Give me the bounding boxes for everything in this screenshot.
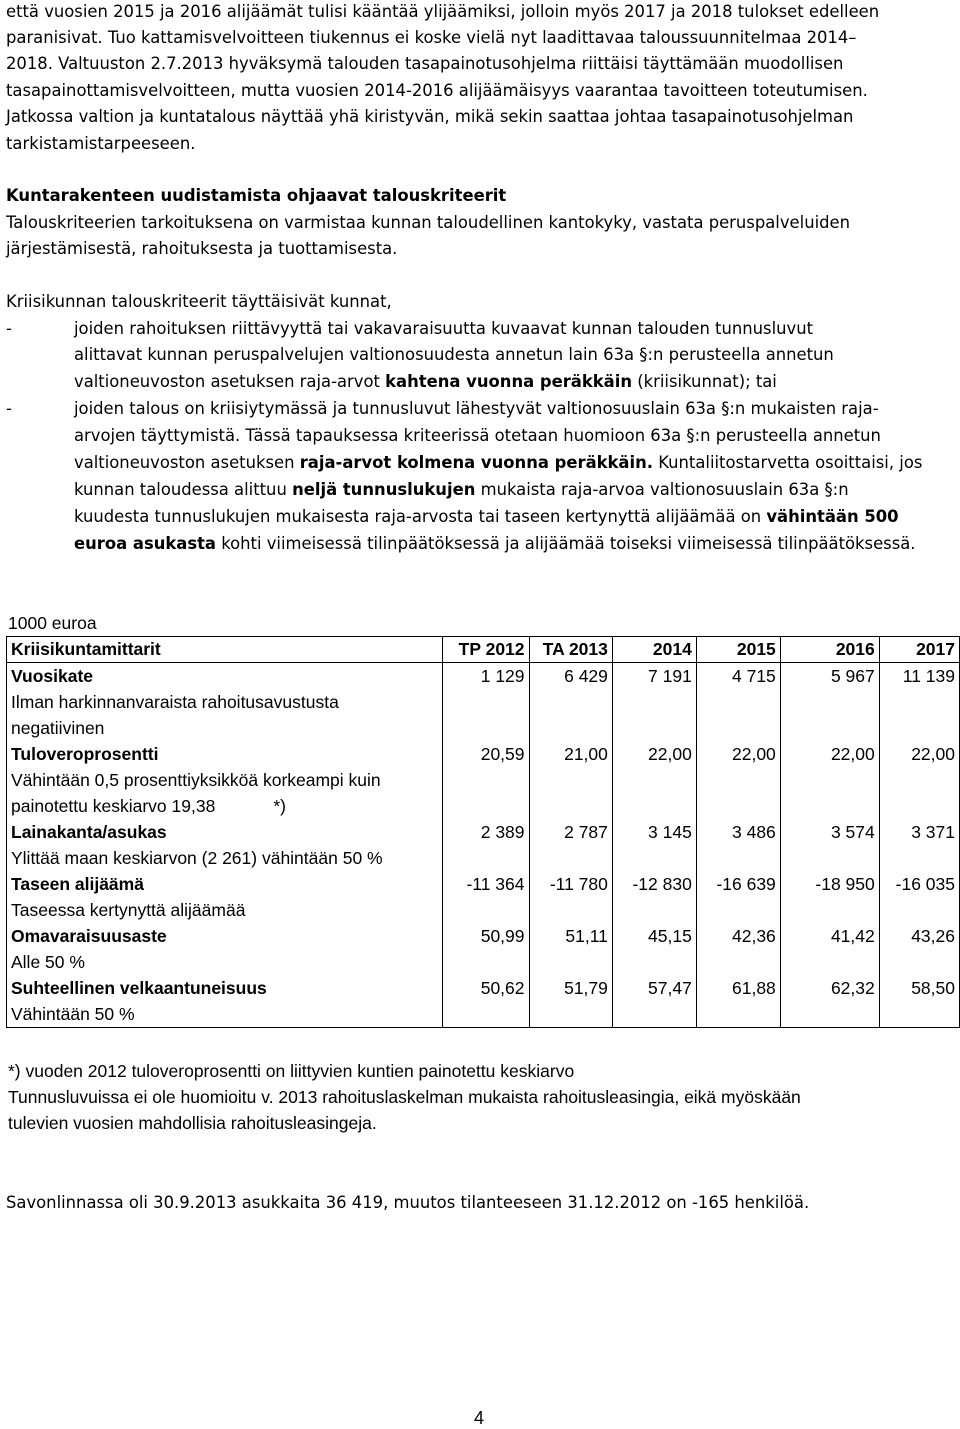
table-cell: 3 145 [612, 819, 696, 845]
text-span: (kriisikunnat); tai [632, 372, 777, 391]
table-cell: 50,62 [443, 975, 529, 1001]
table-cell [443, 897, 529, 923]
table-cell: 22,00 [612, 741, 696, 767]
text-line: paranisivat. Tuo kattamisvelvoitteen tiukennus ei koske vielä nyt laadittavaa taloussuunnitelmaa 2014– [6, 28, 857, 47]
table-cell [612, 689, 696, 715]
table-cell: 2 787 [529, 819, 612, 845]
table-cell: 51,11 [529, 923, 612, 949]
column-header: TP 2012 [443, 637, 529, 663]
text-line: järjestämisestä, rahoituksesta ja tuottamisesta. [6, 239, 398, 258]
table-cell: 22,00 [879, 741, 959, 767]
table-row [7, 715, 960, 741]
table-cell [612, 1001, 696, 1028]
bold-span: raja-arvot kolmena vuonna peräkkäin. [299, 453, 653, 472]
text-span: valtioneuvoston asetuksen [74, 453, 300, 472]
table-cell: 61,88 [696, 975, 780, 1001]
table-cell [696, 767, 780, 793]
table-cell: 58,50 [879, 975, 959, 1001]
table-cell [443, 767, 529, 793]
population-note: Savonlinnassa oli 30.9.2013 asukkaita 36 419, muutos tilanteeseen 31.12.2012 on -165 henkilöä. [6, 1193, 810, 1212]
text-span: valtioneuvoston asetuksen raja-arvot [74, 372, 386, 391]
table-cell [443, 793, 529, 819]
table-cell: 41,42 [780, 923, 879, 949]
table-row [7, 793, 960, 819]
text-line [74, 369, 956, 396]
row-label-text: Suhteellinen velkaantuneisuus [11, 977, 267, 998]
table-cell [529, 897, 612, 923]
text-line [74, 477, 956, 504]
table-row [7, 767, 960, 793]
bold-span: kahtena vuonna peräkkäin [385, 372, 633, 391]
bullet-dash: - [6, 319, 12, 338]
table-cell: 21,00 [529, 741, 612, 767]
row-label [7, 1001, 443, 1028]
text-span: kohti viimeisessä tilinpäätöksessä ja alijäämää toiseksi viimeisessä tilinpäätöksessä. [216, 534, 916, 553]
row-label-text: Vuosikate [11, 665, 94, 686]
table-cell: 62,32 [780, 975, 879, 1001]
table-cell: 11 139 [879, 663, 959, 690]
text-line: Talouskriteerien tarkoituksena on varmistaa kunnan taloudellinen kantokyky, vastata peruspalveluiden [6, 213, 851, 232]
text-line [74, 531, 956, 558]
text-line [74, 450, 956, 477]
row-label [7, 819, 443, 845]
row-label-text: negatiivinen [11, 717, 105, 738]
table-cell: 3 486 [696, 819, 780, 845]
row-label [7, 689, 443, 715]
table-cell [780, 1001, 879, 1028]
table-cell [696, 949, 780, 975]
table-row [7, 845, 960, 871]
text-span: Kuntaliitostarvetta osoittaisi, jos [653, 453, 923, 472]
row-label [7, 793, 443, 819]
text-line: Jatkossa valtion ja kuntatalous näyttää yhä kiristyvän, mikä sekin saattaa johtaa tasapainotusohjelman [6, 107, 854, 126]
text-span: mukaista raja-arvoa valtionosuuslain 63a §:n [475, 480, 849, 499]
criteria-lead: Kriisikunnan talouskriteerit täyttäisivät kunnat, [6, 292, 392, 311]
text-span: kunnan taloudessa alittuu [74, 480, 293, 499]
table-cell: 1 129 [443, 663, 529, 690]
table-cell [529, 715, 612, 741]
table-cell: 5 967 [780, 663, 879, 690]
text-line: joiden talous on kriisiytymässä ja tunnusluvut lähestyvät valtionosuuslain 63a §:n mukaisten raja- [74, 399, 879, 418]
table-cell: 42,36 [696, 923, 780, 949]
row-label-text: Omavaraisuusaste [11, 925, 167, 946]
footnote-marker: *) [273, 795, 286, 816]
row-label [7, 897, 443, 923]
table-row [7, 1001, 960, 1028]
table-cell: 51,79 [529, 975, 612, 1001]
row-label [7, 923, 443, 949]
table-cell: 45,15 [612, 923, 696, 949]
table-cell [879, 689, 959, 715]
table-row [7, 689, 960, 715]
table-cell [612, 845, 696, 871]
page-number: 4 [474, 1408, 485, 1428]
text-line: 2018. Valtuuston 2.7.2013 hyväksymä talouden tasapainotusohjelma riittäisi täyttämään muodollisen [6, 54, 844, 73]
text-span: kuudesta tunnuslukujen mukaisesta raja-arvosta tai taseen kertynyttä alijäämää on [74, 507, 767, 526]
table-cell: 50,99 [443, 923, 529, 949]
table-cell [696, 793, 780, 819]
table-cell: -11 364 [443, 871, 529, 897]
bold-span: neljä tunnuslukujen [292, 480, 476, 499]
table-cell [612, 793, 696, 819]
row-label-text: Alle 50 % [11, 951, 85, 972]
row-label [7, 715, 443, 741]
table-cell: -18 950 [780, 871, 879, 897]
column-header: 2014 [612, 637, 696, 663]
row-label-text: Ylittää maan keskiarvon (2 261) vähintään 50 % [11, 847, 383, 868]
bold-span: euroa asukasta [74, 534, 216, 553]
table-row [7, 949, 960, 975]
table-row [7, 871, 960, 897]
row-label-text: Ilman harkinnanvaraista rahoitusavustusta [11, 691, 339, 712]
table-cell [696, 715, 780, 741]
table-cell [696, 845, 780, 871]
text-line: arvojen täyttymistä. Tässä tapauksessa kriteerissä otetaan huomioon 63a §:n perusteella annetun [74, 426, 881, 445]
table-cell [879, 767, 959, 793]
table-cell [879, 845, 959, 871]
table-cell [780, 949, 879, 975]
text-line: joiden rahoituksen riittävyyttä tai vakavaraisuutta kuvaavat kunnan talouden tunnusluvut [74, 319, 814, 338]
table-cell: -16 035 [879, 871, 959, 897]
text-line: tasapainottamisvelvoitteen, mutta vuosien 2014-2016 alijäämäisyys vaarantaa tavoitteen toteutumisen. [6, 81, 868, 100]
table-cell: 22,00 [780, 741, 879, 767]
table-cell [529, 793, 612, 819]
table-cell [780, 793, 879, 819]
table-cell [879, 897, 959, 923]
table-cell [780, 845, 879, 871]
table-cell [443, 1001, 529, 1028]
footnote: *) vuoden 2012 tuloveroprosentti on liittyvien kuntien painotettu keskiarvo [8, 1061, 575, 1081]
table-cell [612, 949, 696, 975]
table-cell [612, 715, 696, 741]
table-row [7, 923, 960, 949]
table-cell: 4 715 [696, 663, 780, 690]
row-label-text: Taseessa kertynyttä alijäämää [11, 899, 246, 920]
row-label [7, 663, 443, 690]
table-cell [612, 767, 696, 793]
note-line: tulevien vuosien mahdollisia rahoitusleasingeja. [8, 1113, 377, 1133]
table-cell: -11 780 [529, 871, 612, 897]
table-cell [780, 689, 879, 715]
row-label [7, 767, 443, 793]
column-header: 2015 [696, 637, 780, 663]
row-label-text: Vähintään 0,5 prosenttiyksikköä korkeampi kuin [11, 769, 381, 790]
table-cell: -16 639 [696, 871, 780, 897]
row-label [7, 871, 443, 897]
table-cell: 20,59 [443, 741, 529, 767]
row-label [7, 741, 443, 767]
row-label-text: Vähintään 50 % [11, 1003, 135, 1024]
table-cell: 22,00 [696, 741, 780, 767]
row-label-text: Lainakanta/asukas [11, 821, 167, 842]
text-line: että vuosien 2015 ja 2016 alijäämät tulisi kääntää ylijäämiksi, jolloin myös 2017 ja 2018 tulokset edelleen [6, 2, 880, 21]
table-cell [443, 715, 529, 741]
table-cell: -12 830 [612, 871, 696, 897]
row-label [7, 975, 443, 1001]
table-cell [696, 689, 780, 715]
table-cell [529, 949, 612, 975]
table-unit: 1000 euroa [8, 613, 97, 633]
table-row [7, 819, 960, 845]
table-row [7, 663, 960, 690]
row-label [7, 949, 443, 975]
table-cell: 6 429 [529, 663, 612, 690]
table-row [7, 975, 960, 1001]
bold-span: vähintään 500 [766, 507, 899, 526]
table-cell [529, 845, 612, 871]
table-cell: 2 389 [443, 819, 529, 845]
table-row [7, 741, 960, 767]
text-line: alittavat kunnan peruspalvelujen valtionosuudesta annetun lain 63a §:n perusteella annetun [74, 345, 834, 364]
table-cell: 3 371 [879, 819, 959, 845]
table-cell [529, 767, 612, 793]
table-cell [443, 845, 529, 871]
table-cell [879, 949, 959, 975]
table-cell: 57,47 [612, 975, 696, 1001]
table-cell [529, 1001, 612, 1028]
column-header: 2016 [780, 637, 879, 663]
row-label [7, 845, 443, 871]
kriisikunta-table [6, 636, 960, 1028]
table-cell: 7 191 [612, 663, 696, 690]
table-cell [780, 715, 879, 741]
table-cell [696, 1001, 780, 1028]
table-cell: 3 574 [780, 819, 879, 845]
table-cell [780, 897, 879, 923]
table-cell [879, 1001, 959, 1028]
text-line [74, 504, 956, 531]
table-cell [443, 689, 529, 715]
bullet-dash: - [6, 399, 12, 418]
row-label-text: Taseen alijäämä [11, 873, 144, 894]
table-cell [612, 897, 696, 923]
table-cell [879, 715, 959, 741]
table-header-row [7, 637, 960, 663]
row-label-text: painotettu keskiarvo 19,38 [11, 795, 216, 816]
table-cell [879, 793, 959, 819]
row-label-text: Tuloveroprosentti [11, 743, 159, 764]
text-line: tarkistamistarpeeseen. [6, 134, 196, 153]
table-cell [529, 689, 612, 715]
table-row [7, 897, 960, 923]
column-header: TA 2013 [529, 637, 612, 663]
table-cell: 43,26 [879, 923, 959, 949]
column-header: Kriisikuntamittarit [7, 637, 443, 663]
section-heading: Kuntarakenteen uudistamista ohjaavat talouskriteerit [6, 186, 507, 205]
table-cell [696, 897, 780, 923]
note-line: Tunnusluvuissa ei ole huomioitu v. 2013 rahoituslaskelman mukaista rahoitusleasingia, eikä myöskään [8, 1087, 801, 1107]
table-cell [780, 767, 879, 793]
column-header: 2017 [879, 637, 959, 663]
table-cell [443, 949, 529, 975]
